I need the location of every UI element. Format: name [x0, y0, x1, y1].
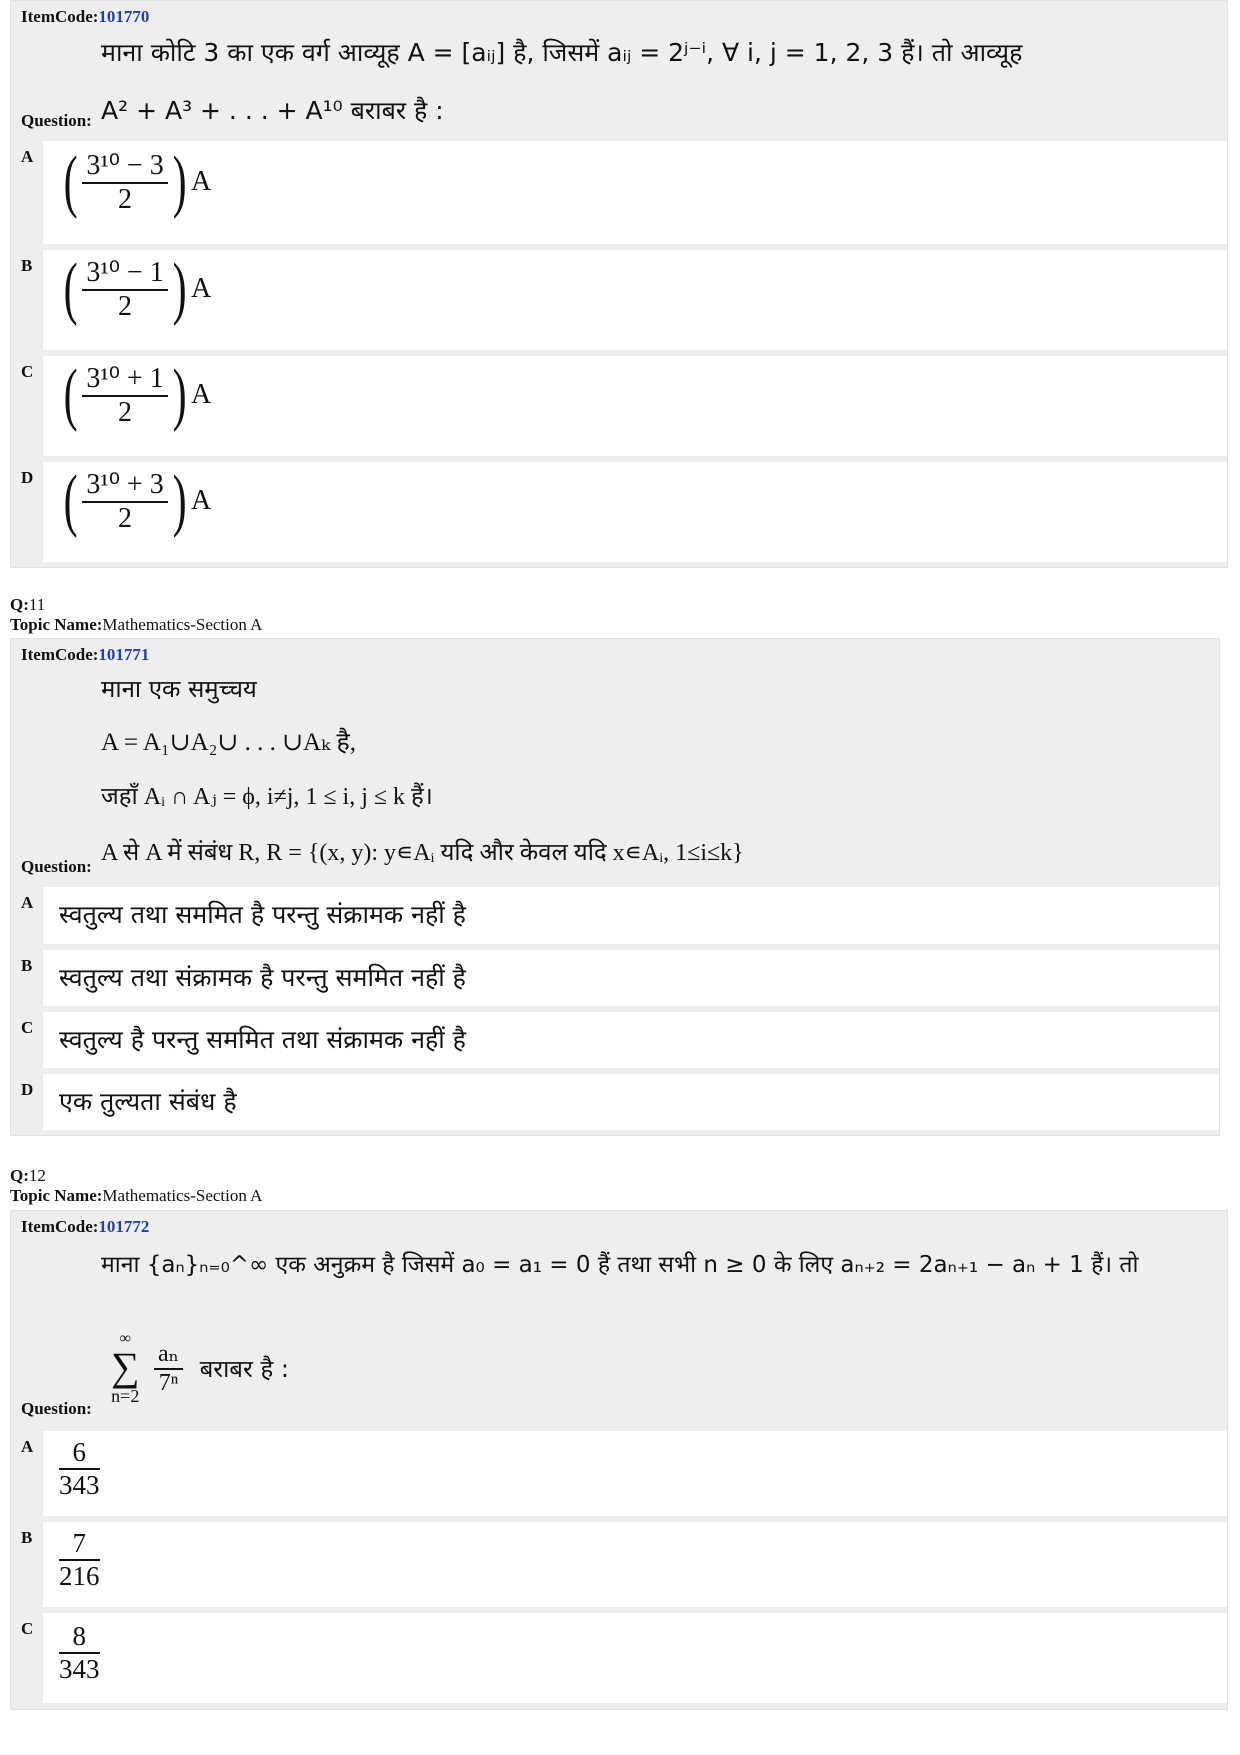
question-text-line-2: A² + A³ + . . . + A¹⁰ बराबर है : — [101, 96, 444, 125]
option-c[interactable] — [11, 356, 1227, 456]
option-fraction: $\frac{\text{3¹⁰ − 1}}{2}$ — [82, 255, 167, 323]
option-b[interactable] — [11, 950, 1219, 1006]
question-number: Q:12 — [10, 1166, 46, 1185]
option-formula: ( $\frac{\text{3¹⁰ − 1}}{2}$ ) A — [63, 250, 212, 327]
paren-left: ( — [63, 250, 78, 327]
item-code: ItemCode:101771 — [21, 645, 150, 664]
option-cell — [43, 462, 1227, 562]
question-text-line-1: माना {aₙ}ₙ₌₀^∞ एक अनुक्रम है जिसमें a₀ = a₁ = 0 हैं तथा सभी n ≥ 0 के लिए aₙ₊₂ = 2aₙ₊₁ − aₙ + 1 हैं। तो — [101, 1252, 1139, 1278]
option-letter: B — [21, 956, 33, 975]
question-label: Question: — [21, 1399, 92, 1418]
option-d[interactable] — [11, 462, 1227, 562]
item-code: ItemCode:101772 — [21, 1217, 150, 1236]
topic-name: Topic Name:Mathematics-Section A — [10, 1186, 263, 1205]
option-fraction: $\frac{7}{216}$ — [59, 1528, 100, 1591]
option-letter: B — [21, 256, 33, 275]
option-fraction: $\frac{\text{3¹⁰ + 3}}{2}$ — [82, 467, 167, 535]
option-c[interactable] — [11, 1613, 1227, 1703]
option-text: स्वतुल्य है परन्तु सममित तथा संक्रामक नहीं है — [59, 1025, 466, 1054]
question-label: Question: — [21, 857, 92, 876]
topic-name: Topic Name:Mathematics-Section A — [10, 615, 263, 634]
option-d[interactable] — [11, 1074, 1219, 1130]
option-letter: C — [21, 362, 34, 381]
paren-right: ) — [172, 462, 187, 539]
option-fraction: $\frac{\text{3¹⁰ − 3}}{2}$ — [82, 148, 167, 216]
option-c[interactable] — [11, 1012, 1219, 1068]
option-a[interactable] — [11, 1431, 1227, 1516]
sum-fraction: $\frac{\text{aₙ}}{\text{7ⁿ}}$ — [154, 1339, 183, 1397]
option-b[interactable] — [11, 1522, 1227, 1607]
option-letter: D — [21, 1080, 34, 1099]
question-text-line-1: माना कोटि 3 का एक वर्ग आव्यूह A = [aᵢⱼ] है, जिसमें aᵢⱼ = 2ʲ⁻ⁱ, ∀ i, j = 1, 2, 3 हैं। तो आव्यूह — [101, 38, 1023, 67]
option-letter: C — [21, 1619, 34, 1638]
option-cell — [43, 250, 1227, 350]
option-letter: C — [21, 1018, 34, 1037]
question-text-line-1: माना एक समुच्चय — [101, 675, 257, 703]
question-label: Question: — [21, 111, 92, 130]
paren-right: ) — [172, 143, 187, 220]
option-cell — [43, 1613, 1227, 1703]
paren-left: ( — [63, 462, 78, 539]
option-letter: A — [21, 147, 34, 166]
option-cell — [43, 1074, 1219, 1130]
option-cell — [43, 1431, 1227, 1516]
option-cell — [43, 1522, 1227, 1607]
option-formula: ( $\frac{\text{3¹⁰ + 1}}{2}$ ) A — [63, 356, 212, 433]
option-cell — [43, 356, 1227, 456]
option-text: स्वतुल्य तथा संक्रामक है परन्तु सममित नहीं है — [59, 963, 466, 992]
option-cell — [43, 1012, 1219, 1068]
question-text-line-3: जहाँ Aᵢ ∩ Aⱼ = ϕ, i≠j, 1 ≤ i, j ≤ k हैं। — [101, 784, 433, 810]
option-cell — [43, 950, 1219, 1006]
question-12-panel — [10, 1210, 1228, 1710]
option-a[interactable] — [11, 141, 1227, 244]
option-a[interactable] — [11, 887, 1219, 944]
question-text-line-4: A से A में संबंध R, R = {(x, y): y∊Aᵢ यदि और केवल यदि x∊Aᵢ, 1≤i≤k} — [101, 840, 744, 866]
question-text-line-2: A = A₁∪A₂∪ . . . ∪Aₖ है, — [101, 729, 356, 756]
question-11-panel — [10, 638, 1220, 1136]
sigma-block: ∞ ∑ n=2 — [111, 1330, 140, 1406]
option-letter: B — [21, 1528, 33, 1547]
option-letter: D — [21, 468, 34, 487]
option-text: एक तुल्यता संबंध है — [59, 1087, 237, 1116]
question-10-panel — [10, 0, 1228, 568]
item-code: ItemCode:101770 — [21, 7, 150, 26]
option-fraction: $\frac{6}{343}$ — [59, 1437, 100, 1500]
option-cell — [43, 887, 1219, 944]
paren-left: ( — [63, 356, 78, 433]
paren-left: ( — [63, 143, 78, 220]
question-number: Q:11 — [10, 595, 46, 614]
option-cell — [43, 141, 1227, 244]
summation-expression: ∞ ∑ n=2 $\frac{\text{aₙ}}{\text{7ⁿ}}$ बराबर है : — [111, 1330, 289, 1406]
option-fraction: $\frac{\text{3¹⁰ + 1}}{2}$ — [82, 361, 167, 429]
option-formula: ( $\frac{\text{3¹⁰ − 3}}{2}$ ) A — [63, 143, 212, 220]
paren-right: ) — [172, 250, 187, 327]
option-formula: ( $\frac{\text{3¹⁰ + 3}}{2}$ ) A — [63, 462, 212, 539]
option-fraction: $\frac{8}{343}$ — [59, 1621, 100, 1684]
option-b[interactable] — [11, 250, 1227, 350]
paren-right: ) — [172, 356, 187, 433]
option-letter: A — [21, 893, 34, 912]
option-text: स्वतुल्य तथा सममित है परन्तु संक्रामक नहीं है — [59, 900, 466, 929]
option-letter: A — [21, 1437, 34, 1456]
